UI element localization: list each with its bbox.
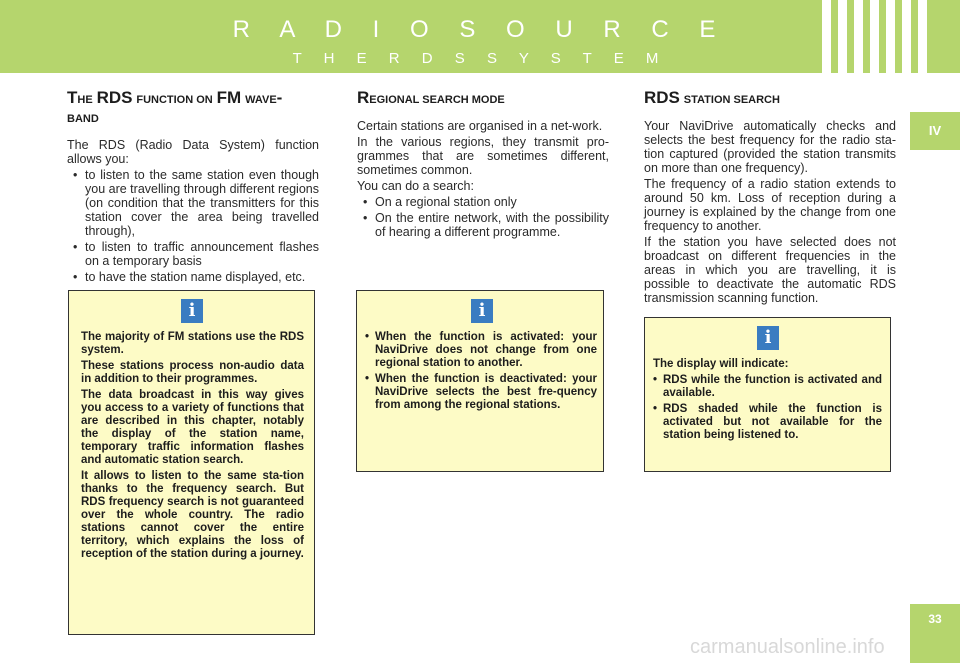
list-item: • to listen to the same station even though you are travelling through different regions (on condition that the transmitters for this station cover the area being travelled through), — [73, 168, 319, 238]
watermark: carmanualsonline.info — [690, 636, 885, 658]
list-item: • When the function is deactivated: your NaviDrive selects the best fre-quency from among the regional stations. — [365, 373, 597, 412]
list-item: • On the entire network, with the possibility of hearing a different programme. — [363, 211, 609, 239]
paragraph: Your NaviDrive automatically checks and selects the best frequency for the radio sta-tion captured (provided the station transmits on more than one frequency). — [644, 119, 896, 175]
bullet-list — [357, 195, 609, 239]
info-intro: The display will indicate: — [653, 358, 789, 370]
paragraph: You can do a search: — [357, 179, 474, 193]
list-item: • On a regional station only — [363, 195, 609, 209]
paragraph: If the station you have selected does not broadcast on different frequencies in the areas in which you are travelling, it is possible to deactivate the automatic RDS transmission scanning function. — [644, 235, 896, 305]
bullet-list — [653, 374, 882, 442]
column-rds-fm — [67, 89, 319, 286]
column-regional-search — [357, 89, 609, 241]
column-rds-station-search — [644, 89, 896, 307]
info-paragraph: The majority of FM stations use the RDS system. — [81, 331, 304, 356]
header-banner — [0, 0, 960, 73]
info-paragraph: The data broadcast in this way gives you access to a variety of functions that are described in this chapter, notably the display of the station name, temporary traffic information flashes and automatic station search. — [81, 389, 304, 466]
paragraph: In the various regions, they transmit pro-grammes that are sometimes different, sometimes common. — [357, 135, 609, 177]
page-title: R A D I O S O U R C E — [232, 16, 728, 43]
info-paragraph: It allows to listen to the same sta-tion thanks to the frequency search. But RDS frequency search is not guaranteed over the whole country. The radio stations cannot cover the entire territory, which explains the loss of reception of the station during a journey. — [81, 470, 304, 560]
section-heading: RDS STATION SEARCH — [644, 88, 780, 107]
section-heading: REGIONAL SEARCH MODE — [357, 88, 505, 107]
intro-text: The RDS (Radio Data System) function allows you: — [67, 138, 319, 166]
info-box — [644, 317, 891, 472]
paragraph: The frequency of a radio station extends to around 50 km. Loss of reception during a journey is explained by the change from one frequency to another. — [644, 177, 896, 233]
list-item: • When the function is activated: your NaviDrive does not change from one regional station to another. — [365, 331, 597, 370]
info-icon: i — [757, 326, 779, 350]
list-item: • to have the station name displayed, etc. — [73, 270, 319, 284]
page-subtitle: T H E R D S S Y S T E M — [292, 50, 668, 67]
paragraph: Certain stations are organised in a net-work. — [357, 119, 603, 133]
page-number: 33 — [910, 604, 960, 663]
info-box — [68, 290, 315, 635]
chapter-tab: IV — [910, 112, 960, 150]
list-item: • to listen to traffic announcement flashes on a temporary basis — [73, 240, 319, 268]
info-icon: i — [181, 299, 203, 323]
info-paragraph: These stations process non-audio data in addition to their programmes. — [81, 360, 304, 385]
info-box — [356, 290, 604, 472]
list-item: • RDS shaded while the function is activated but not available for the station being listened to. — [653, 403, 882, 442]
section-heading: THE RDS FUNCTION ON FM WAVE- BAND — [67, 88, 283, 125]
bullet-list — [365, 331, 597, 412]
bullet-list — [67, 168, 319, 284]
info-icon: i — [471, 299, 493, 323]
list-item: • RDS while the function is activated and available. — [653, 374, 882, 400]
